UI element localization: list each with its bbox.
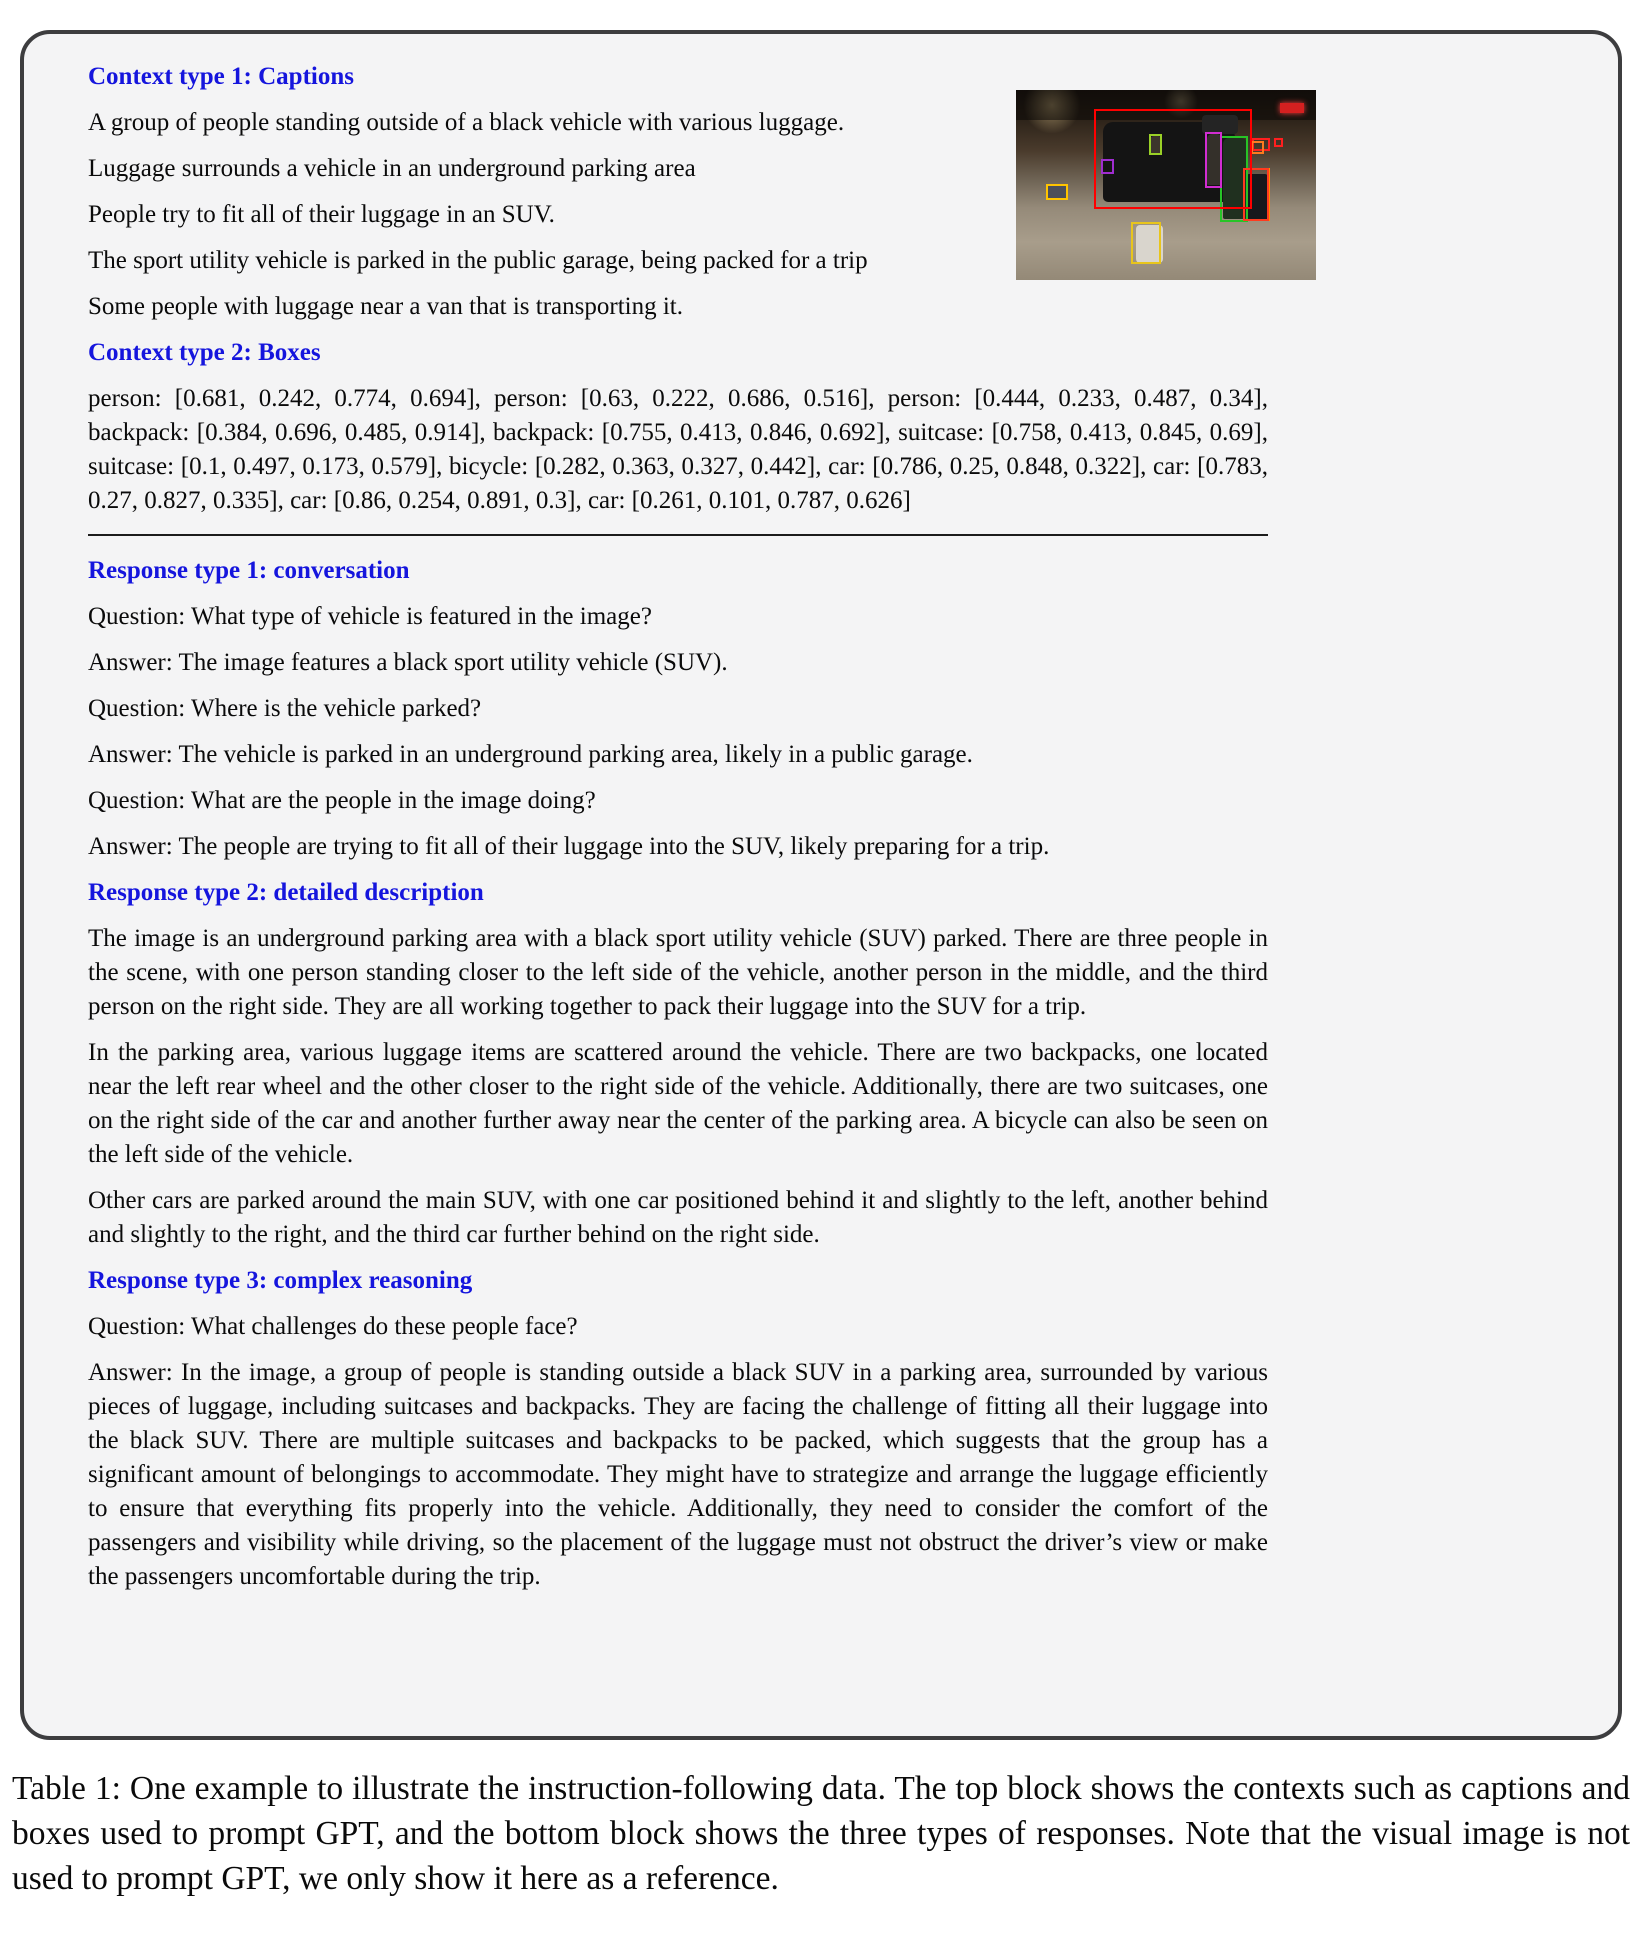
bbox-car xyxy=(1274,138,1283,147)
bounding-box-layer xyxy=(1016,90,1316,280)
response-type-2-heading: Response type 2: detailed description xyxy=(88,879,484,906)
caption-line-2: Luggage surrounds a vehicle in an underground parking area xyxy=(88,155,696,182)
description-paragraph-2: In the parking area, various luggage items are scattered around the vehicle. There are two backpacks, one located near the left rear wheel and the other closer to the right side of the vehicle. Additionally, there are two suitcases, one on the right side of the car and another further away near the center of the parking area. A bicycle can also be seen on the left side of the vehicle. xyxy=(88,1039,1268,1168)
conversation-question-3: Question: What are the people in the image doing? xyxy=(88,787,596,814)
caption-line-3: People try to fit all of their luggage in an SUV. xyxy=(88,201,555,228)
conversation-answer-3: Answer: The people are trying to fit all of their luggage into the SUV, likely preparing for a trip. xyxy=(88,833,1050,860)
example-panel xyxy=(20,30,1622,1740)
reference-image xyxy=(1016,90,1316,280)
panel-content xyxy=(88,60,1268,1594)
caption-line-1: A group of people standing outside of a black vehicle with various luggage. xyxy=(88,109,845,136)
bbox-suitcase xyxy=(1046,184,1068,200)
reasoning-question: Question: What challenges do these people face? xyxy=(88,1313,578,1340)
context-response-divider xyxy=(88,534,1268,536)
description-paragraph-3: Other cars are parked around the main SUV, with one car positioned behind it and slightly to the left, another behind and slightly to the right, and the third car further behind on the right side. xyxy=(88,1187,1268,1248)
response-type-1-heading: Response type 1: conversation xyxy=(88,557,410,584)
page xyxy=(0,30,1642,1901)
bbox-car xyxy=(1094,109,1252,209)
context-type-1-heading: Context type 1: Captions xyxy=(88,63,354,90)
response-type-3-heading: Response type 3: complex reasoning xyxy=(88,1267,473,1294)
boxes-text: person: [0.681, 0.242, 0.774, 0.694], person: [0.63, 0.222, 0.686, 0.516], person: [0.444, 0.233, 0.487, 0.34], backpack: [0.384, 0.696, 0.485, 0.914], backpack: [0.755, 0.413, 0.846, 0.692], suitcase: [0.758, 0.413, 0.845, 0.69], suitcase: [0.1, 0.497, 0.173, 0.579], bicycle: [0.282, 0.363, 0.327, 0.442], car: [0.786, 0.25, 0.848, 0.322], car: [0.783, 0.27, 0.827, 0.335], car: [0.86, 0.254, 0.891, 0.3], car: [0.261, 0.101, 0.787, 0.626] xyxy=(88,385,1268,514)
conversation-question-2: Question: Where is the vehicle parked? xyxy=(88,695,482,722)
caption-line-5: Some people with luggage near a van that is transporting it. xyxy=(88,293,683,320)
conversation-answer-2: Answer: The vehicle is parked in an underground parking area, likely in a public garage. xyxy=(88,741,973,768)
reasoning-answer: Answer: In the image, a group of people is standing outside a black SUV in a parking area, surrounded by various pieces of luggage, including suitcases and backpacks. They are facing the challenge of fitting all their luggage into the black SUV. There are multiple suitcases and backpacks to be packed, which suggests that the group has a significant amount of belongings to accommodate. They might have to strategize and arrange the luggage efficiently to ensure that everything fits properly into the vehicle. Additionally, they need to consider the comfort of the passengers and visibility while driving, so the placement of the luggage must not obstruct the driver’s view or make the passengers uncomfortable during the trip. xyxy=(88,1359,1268,1590)
description-paragraph-1: The image is an underground parking area with a black sport utility vehicle (SUV) parked. There are three people in the scene, with one person standing closer to the left side of the vehicle, another person in the middle, and the third person on the right side. They are all working together to pack their luggage into the SUV for a trip. xyxy=(88,925,1268,1020)
bbox-backpack xyxy=(1131,222,1161,263)
conversation-question-1: Question: What type of vehicle is featured in the image? xyxy=(88,603,652,630)
conversation-answer-1: Answer: The image features a black sport utility vehicle (SUV). xyxy=(88,649,728,676)
caption-line-4: The sport utility vehicle is parked in the public garage, being packed for a trip xyxy=(88,247,868,274)
context-type-2-heading: Context type 2: Boxes xyxy=(88,339,321,366)
bbox-car xyxy=(1251,141,1264,153)
table-caption: Table 1: One example to illustrate the instruction-following data. The top block shows the contexts such as captions and boxes used to prompt GPT, and the bottom block shows the three types of responses. Note that the visual image is not used to prompt GPT, we only show it here as a reference. xyxy=(12,1770,1630,1897)
